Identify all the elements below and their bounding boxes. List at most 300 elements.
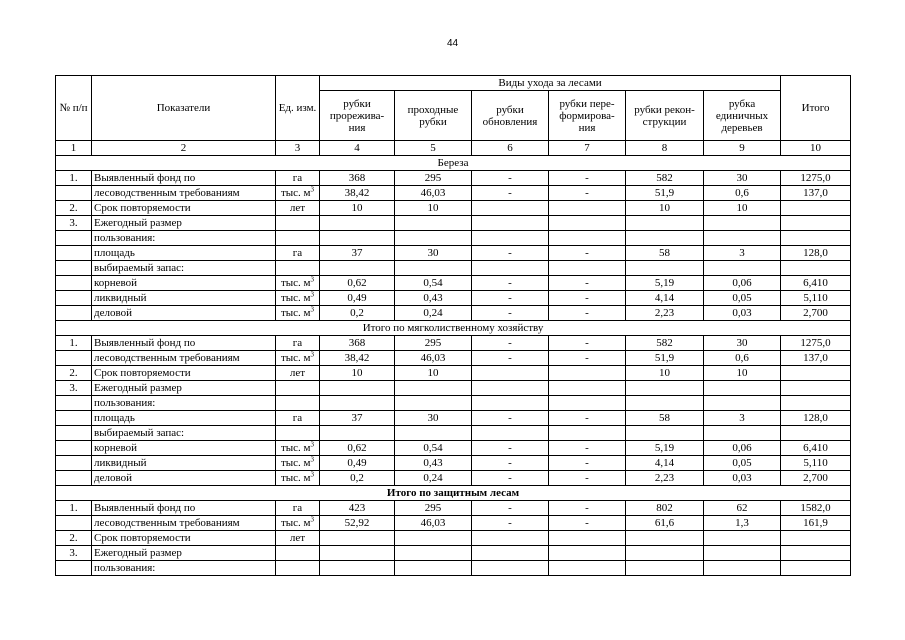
column-number: 4 xyxy=(320,141,395,156)
row-unit xyxy=(276,516,320,531)
table-row xyxy=(56,426,851,441)
row-number xyxy=(56,231,92,246)
row-value: 58 xyxy=(626,246,704,261)
header-type: рубки рекон-струкции xyxy=(626,91,704,141)
row-value: - xyxy=(472,501,549,516)
row-value: 0,05 xyxy=(704,456,781,471)
column-number: 6 xyxy=(472,141,549,156)
unit-exponent: 3 xyxy=(310,185,315,193)
table-row xyxy=(56,441,851,456)
row-value xyxy=(626,546,704,561)
row-total: 137,0 xyxy=(781,351,851,366)
section-row xyxy=(56,156,851,171)
row-value xyxy=(549,381,626,396)
row-total xyxy=(781,216,851,231)
row-value: 38,42 xyxy=(320,351,395,366)
row-value xyxy=(472,381,549,396)
row-value xyxy=(395,216,472,231)
row-value: - xyxy=(549,456,626,471)
row-indicator: пользования: xyxy=(92,396,276,411)
section-title: Береза xyxy=(56,156,851,171)
unit-exponent: 3 xyxy=(310,275,315,283)
row-indicator: ликвидный xyxy=(92,291,276,306)
row-number: 1. xyxy=(56,501,92,516)
table-row xyxy=(56,411,851,426)
row-value xyxy=(395,381,472,396)
table-row xyxy=(56,516,851,531)
row-value: - xyxy=(472,441,549,456)
row-total xyxy=(781,396,851,411)
table-row xyxy=(56,561,851,576)
unit-text: лет xyxy=(289,201,306,214)
row-unit xyxy=(276,216,320,231)
row-value: 2,23 xyxy=(626,471,704,486)
row-value: 0,06 xyxy=(704,276,781,291)
row-total xyxy=(781,201,851,216)
row-value xyxy=(549,216,626,231)
row-value: - xyxy=(549,516,626,531)
unit-exponent: 3 xyxy=(310,350,315,358)
header-type: проходные рубки xyxy=(395,91,472,141)
row-value xyxy=(472,231,549,246)
row-value xyxy=(320,546,395,561)
row-value xyxy=(704,561,781,576)
row-indicator: Срок повторяемости xyxy=(92,531,276,546)
row-value: 46,03 xyxy=(395,186,472,201)
row-total: 5,110 xyxy=(781,456,851,471)
row-value: 2,23 xyxy=(626,306,704,321)
row-value: 0,05 xyxy=(704,291,781,306)
header-num: № п/п xyxy=(56,76,92,141)
row-indicator: площадь xyxy=(92,411,276,426)
row-value: - xyxy=(472,171,549,186)
row-value xyxy=(549,261,626,276)
row-value: - xyxy=(549,246,626,261)
table-row xyxy=(56,186,851,201)
row-value xyxy=(320,396,395,411)
row-number xyxy=(56,456,92,471)
row-total: 128,0 xyxy=(781,246,851,261)
header-type: рубка единичных деревьев xyxy=(704,91,781,141)
header-unit: Ед. изм. xyxy=(276,76,320,141)
row-value: 0,62 xyxy=(320,441,395,456)
row-indicator: Срок повторяемости xyxy=(92,201,276,216)
row-value: 0,03 xyxy=(704,471,781,486)
row-unit xyxy=(276,501,320,516)
unit-exponent: 3 xyxy=(310,470,315,478)
unit-text: га xyxy=(292,171,303,184)
unit-text: тыс. м xyxy=(280,276,311,289)
row-value xyxy=(320,561,395,576)
row-value: 10 xyxy=(704,366,781,381)
row-value xyxy=(549,231,626,246)
row-total: 2,700 xyxy=(781,471,851,486)
row-value: 423 xyxy=(320,501,395,516)
table-header xyxy=(56,76,851,156)
row-value: 0,49 xyxy=(320,456,395,471)
section-row xyxy=(56,486,851,501)
row-unit xyxy=(276,306,320,321)
row-value: 0,24 xyxy=(395,306,472,321)
row-value: - xyxy=(549,291,626,306)
row-number xyxy=(56,471,92,486)
row-value xyxy=(626,426,704,441)
row-value: 582 xyxy=(626,171,704,186)
row-value: 295 xyxy=(395,171,472,186)
row-value xyxy=(472,261,549,276)
row-value: 38,42 xyxy=(320,186,395,201)
row-total: 1275,0 xyxy=(781,171,851,186)
row-number: 2. xyxy=(56,366,92,381)
row-indicator: пользования: xyxy=(92,231,276,246)
row-value: 10 xyxy=(626,366,704,381)
row-indicator: выбираемый запас: xyxy=(92,261,276,276)
column-number: 5 xyxy=(395,141,472,156)
row-number xyxy=(56,426,92,441)
row-value: 10 xyxy=(320,201,395,216)
row-value: 0,03 xyxy=(704,306,781,321)
row-value xyxy=(395,561,472,576)
row-value xyxy=(395,531,472,546)
row-total: 5,110 xyxy=(781,291,851,306)
row-value xyxy=(472,426,549,441)
row-unit xyxy=(276,456,320,471)
row-indicator: Ежегодный размер xyxy=(92,216,276,231)
row-value: 0,2 xyxy=(320,471,395,486)
unit-text: тыс. м xyxy=(280,471,311,484)
row-number xyxy=(56,246,92,261)
row-number xyxy=(56,186,92,201)
row-value: 4,14 xyxy=(626,456,704,471)
header-indicator: Показатели xyxy=(92,76,276,141)
row-unit xyxy=(276,426,320,441)
section-title: Итого по мягколиственному хозяйству xyxy=(56,321,851,336)
unit-text: тыс. м xyxy=(280,351,311,364)
row-value: 30 xyxy=(704,336,781,351)
row-value xyxy=(549,546,626,561)
unit-text: тыс. м xyxy=(280,291,311,304)
row-value: - xyxy=(549,351,626,366)
row-number: 1. xyxy=(56,171,92,186)
row-value: 5,19 xyxy=(626,441,704,456)
row-value: - xyxy=(549,171,626,186)
row-value: - xyxy=(472,456,549,471)
row-number xyxy=(56,261,92,276)
row-value xyxy=(472,531,549,546)
row-value: - xyxy=(472,186,549,201)
row-value xyxy=(704,546,781,561)
row-value: 0,06 xyxy=(704,441,781,456)
table-row xyxy=(56,396,851,411)
table-row xyxy=(56,246,851,261)
row-value xyxy=(472,366,549,381)
table-row xyxy=(56,216,851,231)
row-number xyxy=(56,351,92,366)
row-value: - xyxy=(549,441,626,456)
unit-text: тыс. м xyxy=(280,456,311,469)
row-value: 0,54 xyxy=(395,441,472,456)
row-value xyxy=(549,561,626,576)
row-value xyxy=(549,396,626,411)
row-number: 3. xyxy=(56,216,92,231)
row-value: 51,9 xyxy=(626,186,704,201)
section-row xyxy=(56,321,851,336)
row-value: 0,2 xyxy=(320,306,395,321)
row-number: 1. xyxy=(56,336,92,351)
row-value: 37 xyxy=(320,246,395,261)
unit-text: га xyxy=(292,246,303,259)
column-number: 8 xyxy=(626,141,704,156)
row-indicator: Ежегодный размер xyxy=(92,546,276,561)
row-value: 5,19 xyxy=(626,276,704,291)
row-value xyxy=(472,396,549,411)
row-number: 3. xyxy=(56,546,92,561)
row-value: - xyxy=(472,471,549,486)
row-unit xyxy=(276,231,320,246)
table-row xyxy=(56,471,851,486)
row-value xyxy=(549,366,626,381)
row-value: 0,43 xyxy=(395,456,472,471)
unit-text: га xyxy=(292,336,303,349)
row-value xyxy=(320,426,395,441)
row-unit xyxy=(276,381,320,396)
unit-exponent: 3 xyxy=(310,440,315,448)
row-unit xyxy=(276,471,320,486)
table-row xyxy=(56,456,851,471)
unit-text: га xyxy=(292,411,303,424)
row-indicator: корневой xyxy=(92,441,276,456)
row-value: - xyxy=(549,186,626,201)
unit-text: тыс. м xyxy=(280,441,311,454)
header-type: рубки прорежива-ния xyxy=(320,91,395,141)
row-value xyxy=(626,531,704,546)
row-number xyxy=(56,441,92,456)
row-indicator: лесоводственным требованиям xyxy=(92,351,276,366)
row-value: - xyxy=(549,306,626,321)
row-total: 2,700 xyxy=(781,306,851,321)
row-value: 61,6 xyxy=(626,516,704,531)
row-value: 10 xyxy=(320,366,395,381)
row-indicator: Выявленный фонд по xyxy=(92,336,276,351)
row-number xyxy=(56,276,92,291)
row-value xyxy=(472,216,549,231)
unit-text: га xyxy=(292,501,303,514)
unit-text: лет xyxy=(289,531,306,544)
row-total xyxy=(781,426,851,441)
row-value: - xyxy=(472,276,549,291)
row-number xyxy=(56,306,92,321)
row-number: 3. xyxy=(56,381,92,396)
row-value xyxy=(549,201,626,216)
row-total: 137,0 xyxy=(781,186,851,201)
row-unit xyxy=(276,351,320,366)
row-indicator: Ежегодный размер xyxy=(92,381,276,396)
row-unit xyxy=(276,171,320,186)
row-value: - xyxy=(549,471,626,486)
row-indicator: площадь xyxy=(92,246,276,261)
row-total: 6,410 xyxy=(781,276,851,291)
row-value: - xyxy=(549,501,626,516)
row-value xyxy=(395,426,472,441)
row-value xyxy=(395,546,472,561)
row-total: 1275,0 xyxy=(781,336,851,351)
row-unit xyxy=(276,531,320,546)
row-indicator: пользования: xyxy=(92,561,276,576)
row-value: 0,6 xyxy=(704,186,781,201)
row-total: 6,410 xyxy=(781,441,851,456)
row-value xyxy=(626,216,704,231)
row-indicator: лесоводственным требованиям xyxy=(92,186,276,201)
row-value: 30 xyxy=(395,246,472,261)
row-value xyxy=(626,381,704,396)
row-value xyxy=(626,231,704,246)
row-indicator: Выявленный фонд по xyxy=(92,171,276,186)
row-value: 58 xyxy=(626,411,704,426)
row-total xyxy=(781,531,851,546)
row-value xyxy=(704,381,781,396)
row-indicator: деловой xyxy=(92,471,276,486)
row-value: - xyxy=(549,336,626,351)
unit-exponent: 3 xyxy=(310,515,315,523)
row-value: 0,43 xyxy=(395,291,472,306)
row-value xyxy=(320,231,395,246)
table-body xyxy=(56,156,851,576)
column-number: 7 xyxy=(549,141,626,156)
row-value: 46,03 xyxy=(395,516,472,531)
row-unit xyxy=(276,291,320,306)
page-number: 44 xyxy=(446,38,459,49)
row-total xyxy=(781,231,851,246)
row-unit xyxy=(276,411,320,426)
row-unit xyxy=(276,186,320,201)
row-value xyxy=(626,396,704,411)
header-group: Виды ухода за лесами xyxy=(320,76,781,91)
row-indicator: Срок повторяемости xyxy=(92,366,276,381)
header-type: рубки пере-формирова-ния xyxy=(549,91,626,141)
row-number xyxy=(56,291,92,306)
column-number: 3 xyxy=(276,141,320,156)
row-total: 161,9 xyxy=(781,516,851,531)
column-number: 9 xyxy=(704,141,781,156)
table-row xyxy=(56,276,851,291)
row-indicator: Выявленный фонд по xyxy=(92,501,276,516)
row-number: 2. xyxy=(56,201,92,216)
row-value: 295 xyxy=(395,501,472,516)
row-value: 30 xyxy=(395,411,472,426)
row-unit xyxy=(276,561,320,576)
table-row xyxy=(56,291,851,306)
row-unit xyxy=(276,246,320,261)
row-value: 10 xyxy=(626,201,704,216)
row-value: 295 xyxy=(395,336,472,351)
header-type: рубки обновления xyxy=(472,91,549,141)
row-value xyxy=(549,426,626,441)
forest-care-table xyxy=(55,75,851,576)
row-value: - xyxy=(472,351,549,366)
row-value: 3 xyxy=(704,246,781,261)
row-value: 1,3 xyxy=(704,516,781,531)
row-value xyxy=(549,531,626,546)
row-total: 1582,0 xyxy=(781,501,851,516)
row-value: - xyxy=(472,246,549,261)
table-row xyxy=(56,306,851,321)
table-row xyxy=(56,366,851,381)
row-value: 4,14 xyxy=(626,291,704,306)
row-unit xyxy=(276,276,320,291)
row-value xyxy=(472,561,549,576)
row-value: - xyxy=(549,411,626,426)
row-value: 46,03 xyxy=(395,351,472,366)
row-indicator: ликвидный xyxy=(92,456,276,471)
table-row xyxy=(56,231,851,246)
row-number: 2. xyxy=(56,531,92,546)
row-value: 52,92 xyxy=(320,516,395,531)
unit-text: тыс. м xyxy=(280,186,311,199)
row-total xyxy=(781,561,851,576)
header-total: Итого xyxy=(781,76,851,141)
row-value: - xyxy=(472,291,549,306)
row-number xyxy=(56,561,92,576)
table-row xyxy=(56,546,851,561)
row-value: 802 xyxy=(626,501,704,516)
table-row xyxy=(56,381,851,396)
section-title: Итого по защитным лесам xyxy=(56,486,851,501)
row-value xyxy=(704,426,781,441)
row-total xyxy=(781,366,851,381)
row-number xyxy=(56,516,92,531)
column-number: 10 xyxy=(781,141,851,156)
row-total xyxy=(781,261,851,276)
row-value xyxy=(704,261,781,276)
row-value xyxy=(626,261,704,276)
row-value xyxy=(704,396,781,411)
row-value xyxy=(704,531,781,546)
table-row xyxy=(56,501,851,516)
row-value: - xyxy=(472,516,549,531)
row-value: 0,49 xyxy=(320,291,395,306)
unit-text: тыс. м xyxy=(280,306,311,319)
row-value xyxy=(320,216,395,231)
table-row xyxy=(56,261,851,276)
row-unit xyxy=(276,366,320,381)
row-value: 51,9 xyxy=(626,351,704,366)
row-value: 582 xyxy=(626,336,704,351)
row-value: 368 xyxy=(320,336,395,351)
row-value xyxy=(472,546,549,561)
unit-exponent: 3 xyxy=(310,290,315,298)
column-number: 1 xyxy=(56,141,92,156)
row-value: 10 xyxy=(395,201,472,216)
row-value: 368 xyxy=(320,171,395,186)
row-value xyxy=(626,561,704,576)
table-row xyxy=(56,201,851,216)
unit-exponent: 3 xyxy=(310,305,315,313)
row-value xyxy=(320,381,395,396)
unit-text: тыс. м xyxy=(280,516,311,529)
unit-text: лет xyxy=(289,366,306,379)
row-unit xyxy=(276,261,320,276)
row-value: 3 xyxy=(704,411,781,426)
row-value: 37 xyxy=(320,411,395,426)
row-value: - xyxy=(472,336,549,351)
row-value: - xyxy=(549,276,626,291)
row-value xyxy=(395,231,472,246)
row-value: 62 xyxy=(704,501,781,516)
row-value xyxy=(704,231,781,246)
unit-exponent: 3 xyxy=(310,455,315,463)
table-row xyxy=(56,531,851,546)
row-unit xyxy=(276,201,320,216)
